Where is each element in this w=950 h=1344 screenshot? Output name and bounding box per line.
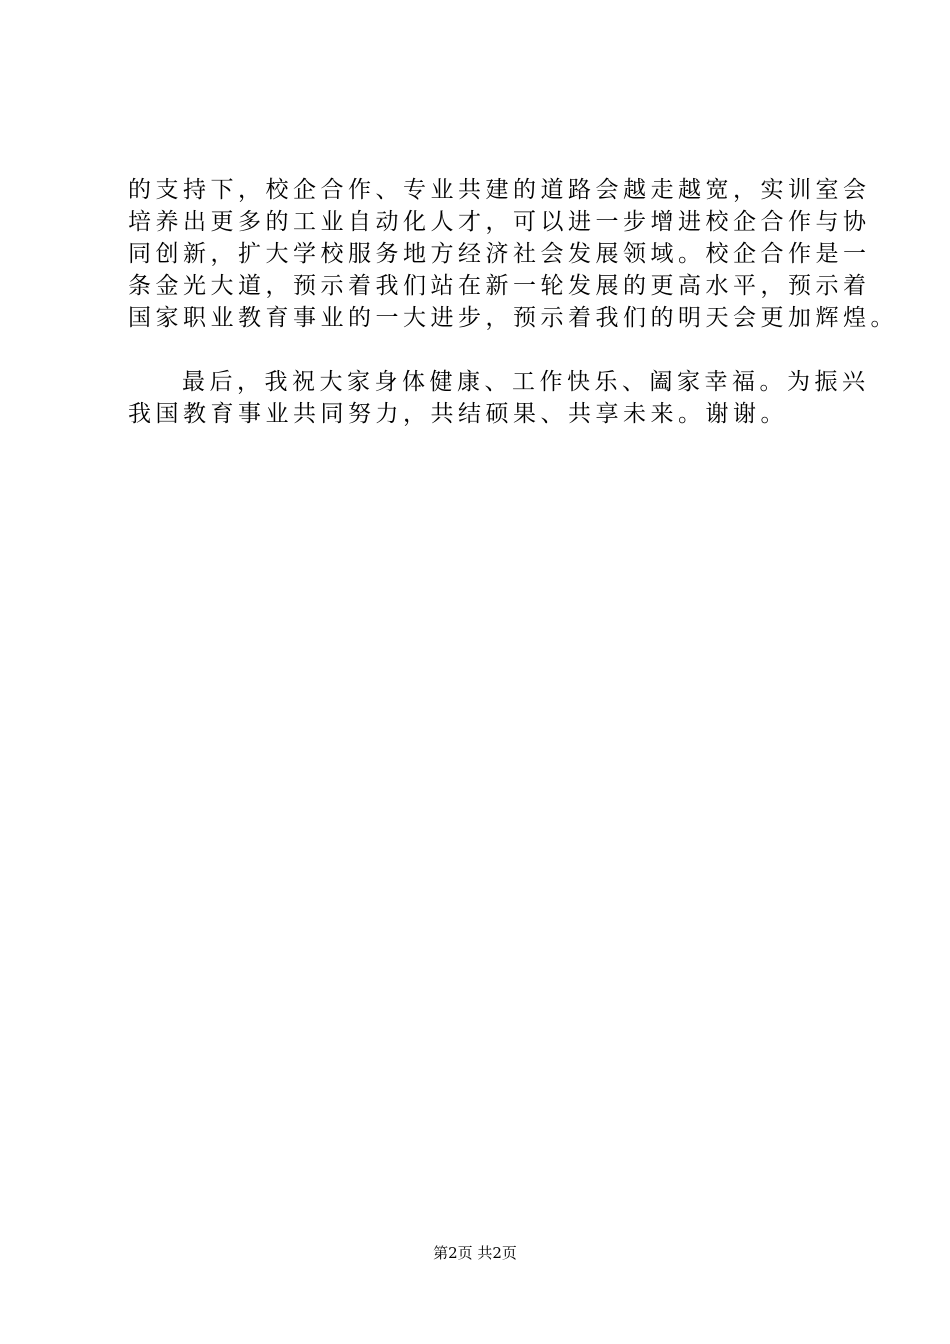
- paragraph-2-line-2: 我国教育事业共同努力，共结硕果、共享未来。谢谢。: [128, 401, 788, 427]
- page-number: 第2页 共2页: [433, 1244, 517, 1262]
- paragraph-1-line-5: 国家职业教育事业的一大进步，预示着我们的明天会更加辉煌。: [128, 305, 898, 331]
- paragraph-1-line-1: 的支持下，校企合作、专业共建的道路会越走越宽，实训室会: [128, 177, 871, 203]
- paragraph-1-line-4: 条金光大道，预示着我们站在新一轮发展的更高水平，预示着: [128, 273, 871, 299]
- paragraph-1-line-2: 培养出更多的工业自动化人才，可以进一步增进校企合作与协: [128, 209, 871, 235]
- paragraph-2-line-1: 最后，我祝大家身体健康、工作快乐、阖家幸福。为振兴: [182, 369, 870, 395]
- document-body: [128, 174, 898, 430]
- paragraph-1-line-3: 同创新，扩大学校服务地方经济社会发展领域。校企合作是一: [128, 241, 871, 267]
- page-footer: [0, 1243, 950, 1263]
- paragraph-gap: [128, 334, 848, 366]
